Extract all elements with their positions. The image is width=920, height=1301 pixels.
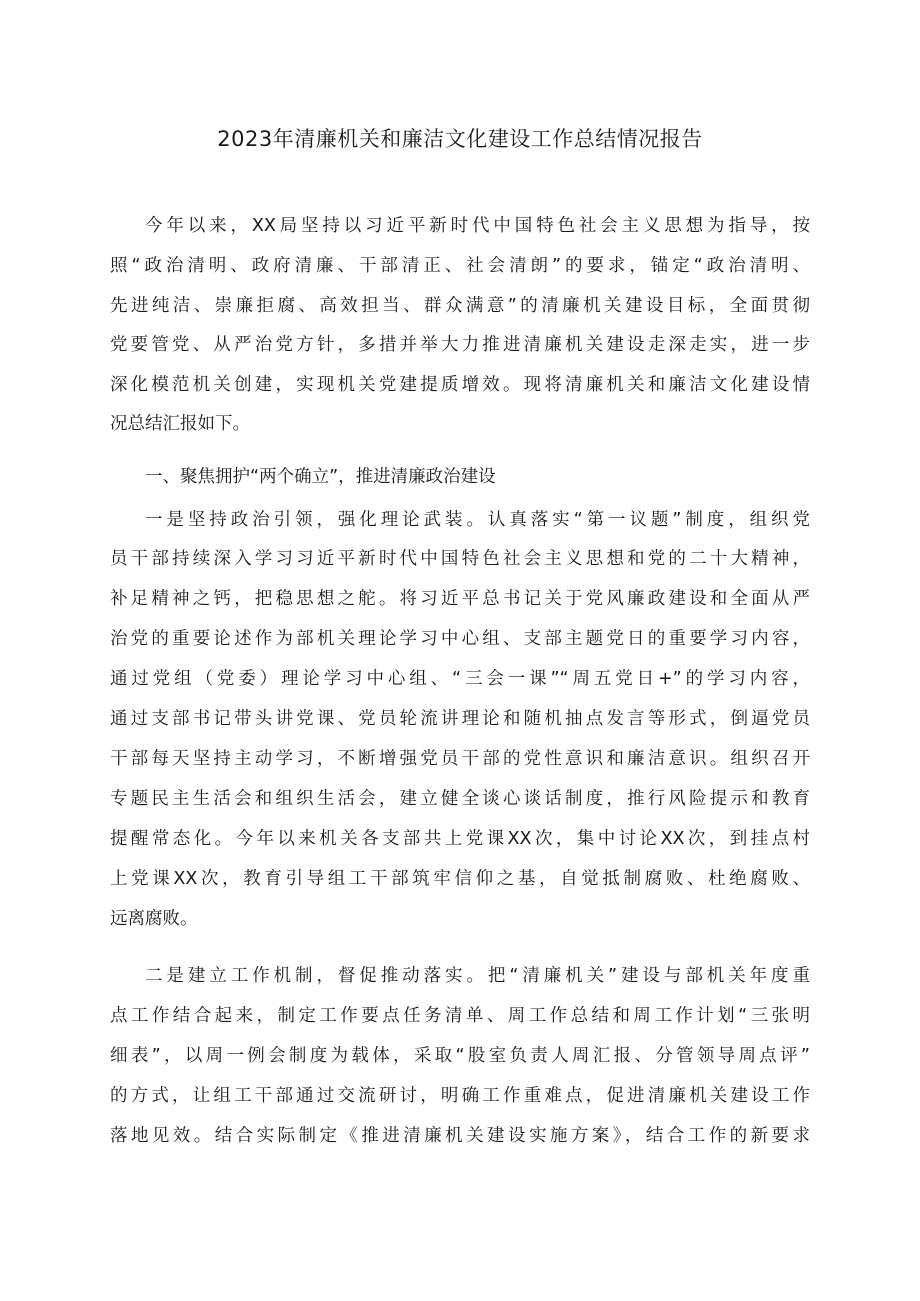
section-heading: 一、聚焦拥护“两个确立”，推进清廉政治建设 [145,467,496,487]
paragraph-line: 照“政治清明、政府清廉、干部清正、社会清朗”的要求，锚定“政治清明、 [110,256,810,276]
paragraph-line: 今年以来，XX局坚持以习近平新时代中国特色社会主义思想为指导，按 [145,216,810,236]
paragraph-line: 远离腐败。 [110,909,198,929]
paragraph-line: 上党课XX次，教育引导组工干部筑牢信仰之基，自觉抵制腐败、杜绝腐败、 [110,869,810,889]
paragraph-line: 的方式，让组工干部通过交流研讨，明确工作重难点，促进清廉机关建设工作 [110,1086,810,1106]
paragraph-line: 通过党组（党委）理论学习中心组、“三会一课”“周五党日+”的学习内容， [110,669,810,689]
paragraph-line: 通过支部书记带头讲党课、党员轮流讲理论和随机抽点发言等形式，倒逼党员 [110,709,810,729]
paragraph-line: 干部每天坚持主动学习，不断增强党员干部的党性意识和廉洁意识。组织召开 [110,749,810,769]
paragraph-line: 一是坚持政治引领，强化理论武装。认真落实“第一议题”制度，组织党 [145,510,810,530]
paragraph-line: 先进纯洁、崇廉拒腐、高效担当、群众满意”的清廉机关建设目标，全面贯彻 [110,296,810,316]
paragraph-line: 深化模范机关创建，实现机关党建提质增效。现将清廉机关和廉洁文化建设情 [110,375,810,395]
paragraph-line: 党要管党、从严治党方针，多措并举大力推进清廉机关建设走深走实，进一步 [110,335,810,355]
paragraph-line: 补足精神之钙，把稳思想之舵。将习近平总书记关于党风廉政建设和全面从严 [110,589,810,609]
paragraph-line: 落地见效。结合实际制定《推进清廉机关建设实施方案》，结合工作的新要求 [110,1126,810,1146]
paragraph-line: 提醒常态化。今年以来机关各支部共上党课XX次，集中讨论XX次，到挂点村 [110,829,810,849]
paragraph-line: 点工作结合起来，制定工作要点任务清单、周工作总结和周工作计划“三张明 [110,1006,810,1026]
document-title: 2023年清廉机关和廉洁文化建设工作总结情况报告 [217,127,703,151]
paragraph-line: 细表”，以周一例会制度为载体，采取“股室负责人周汇报、分管领导周点评” [110,1046,810,1066]
paragraph-line: 况总结汇报如下。 [110,414,250,434]
paragraph-line: 专题民主生活会和组织生活会，建立健全谈心谈话制度，推行风险提示和教育 [110,789,810,809]
paragraph-line: 员干部持续深入学习习近平新时代中国特色社会主义思想和党的二十大精神， [110,549,810,569]
paragraph-line: 治党的重要论述作为部机关理论学习中心组、支部主题党日的重要学习内容， [110,629,810,649]
paragraph-line: 二是建立工作机制，督促推动落实。把“清廉机关”建设与部机关年度重 [145,966,810,986]
